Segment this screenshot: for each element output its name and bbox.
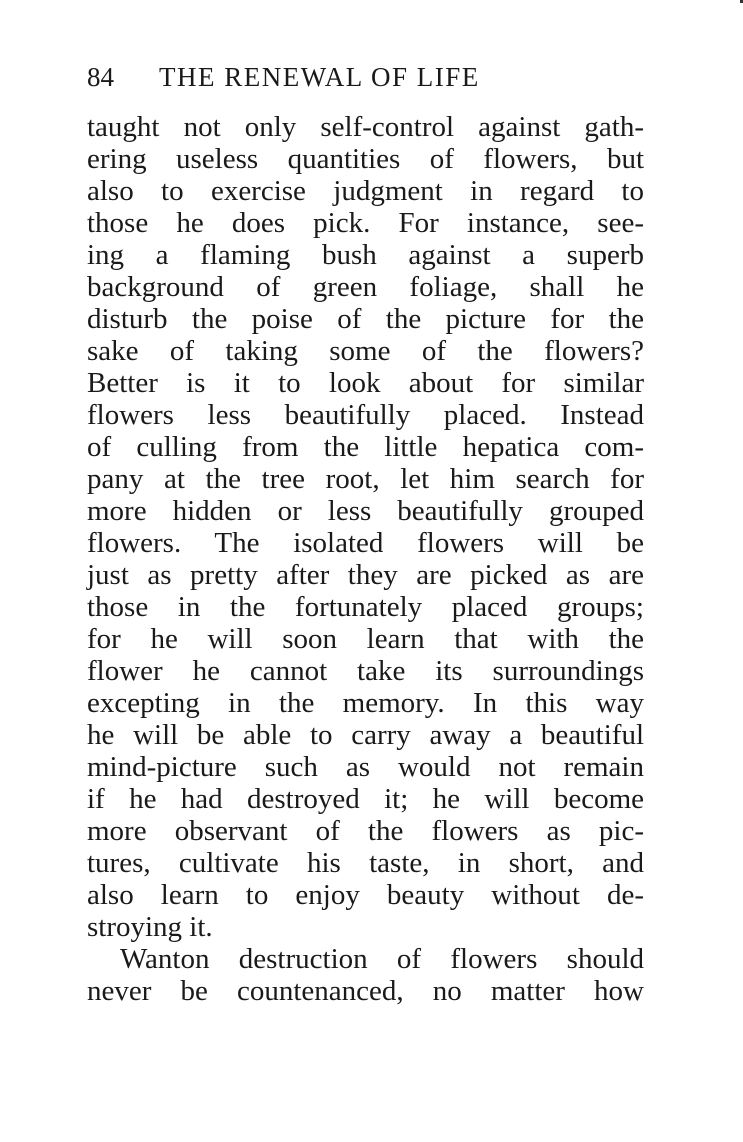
text-line: more hidden or less beautifully grouped [87, 495, 644, 527]
text-line: flowers. The isolated flowers will be [87, 527, 644, 559]
text-line: Wanton destruction of flowers should [120, 943, 644, 975]
text-line: stroying it. [87, 911, 213, 943]
text-line: ering useless quantities of flowers, but [87, 143, 644, 175]
text-line: sake of taking some of the flowers? [87, 335, 644, 367]
text-line: he will be able to carry away a beautiful [87, 719, 644, 751]
running-head [87, 60, 647, 94]
text-line: also to exercise judgment in regard to [87, 175, 644, 207]
text-line: background of green foliage, shall he [87, 271, 644, 303]
body-text [87, 111, 644, 1007]
text-line: disturb the poise of the picture for the [87, 303, 644, 335]
text-line: flower he cannot take its surroundings [87, 655, 644, 687]
text-line: just as pretty after they are picked as are [87, 559, 644, 591]
text-line: also learn to enjoy beauty without de- [87, 879, 644, 911]
running-title: THE RENEWAL OF LIFE [159, 62, 480, 92]
text-line: never be countenanced, no matter how [87, 975, 644, 1007]
text-line: if he had destroyed it; he will become [87, 783, 644, 815]
text-line: Better is it to look about for similar [87, 367, 644, 399]
text-line: those in the fortunately placed groups; [87, 591, 644, 623]
text-line: taught not only self-control against gath- [87, 111, 644, 143]
text-line: pany at the tree root, let him search for [87, 463, 644, 495]
text-line: flowers less beautifully placed. Instead [87, 399, 644, 431]
page-number: 84 [87, 62, 114, 92]
text-line: for he will soon learn that with the [87, 623, 644, 655]
text-line: tures, cultivate his taste, in short, and [87, 847, 644, 879]
text-line: more observant of the flowers as pic- [87, 815, 644, 847]
text-line: ing a flaming bush against a superb [87, 239, 644, 271]
text-line: those he does pick. For instance, see- [87, 207, 644, 239]
text-line: excepting in the memory. In this way [87, 687, 644, 719]
text-line: mind-picture such as would not remain [87, 751, 644, 783]
text-line: of culling from the little hepatica com- [87, 431, 644, 463]
